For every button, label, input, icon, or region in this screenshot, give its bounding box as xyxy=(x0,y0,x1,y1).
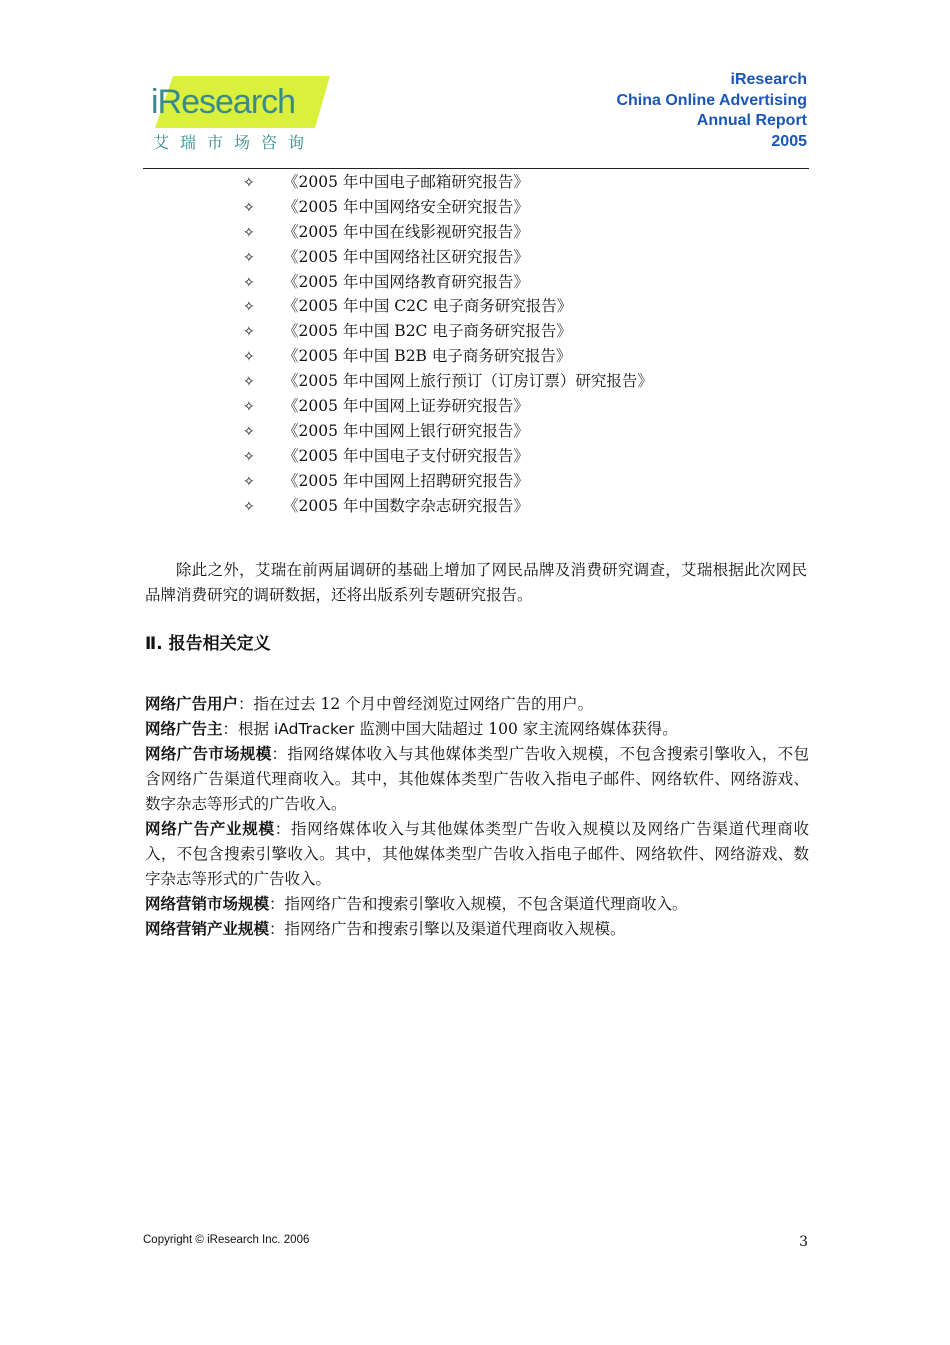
list-item-text: 《2005 年中国 B2C 电子商务研究报告》 xyxy=(283,322,572,341)
diamond-bullet-icon: ✧ xyxy=(243,175,255,191)
report-list xyxy=(243,170,653,518)
copyright-notice: Copyright © iResearch Inc. 2006 xyxy=(143,1234,310,1246)
definition-text: 指网络广告和搜索引擎以及渠道代理商收入规模。 xyxy=(284,920,626,938)
body-paragraph: 除此之外，艾瑞在前两届调研的基础上增加了网民品牌及消费研究调查，艾瑞根据此次网民品牌消费研究的调研数据，还将出版系列专题研究报告。 xyxy=(145,560,807,604)
diamond-bullet-icon: ✧ xyxy=(243,299,255,316)
definition-text: 指网络媒体收入与其他媒体类型广告收入规模以及网络广告渠道代理商收入，不包含搜索引擎收入。其中，其他媒体类型广告收入指电子邮件、网络软件、网络游戏、数字杂志等形式的广告收入。 xyxy=(145,820,809,888)
list-item xyxy=(243,444,653,469)
definition-term: 网络广告产业规模 xyxy=(145,820,275,838)
list-item xyxy=(243,394,653,419)
list-item xyxy=(243,170,653,195)
list-item-text: 《2005 年中国网上旅行预订（订房订票）研究报告》 xyxy=(283,372,653,391)
report-title-line: Annual Report xyxy=(696,112,807,129)
diamond-bullet-icon: ✧ xyxy=(243,423,255,440)
diamond-bullet-icon: ✧ xyxy=(243,349,255,366)
definitions-list xyxy=(145,692,809,942)
list-item-text: 《2005 年中国网上招聘研究报告》 xyxy=(283,471,529,490)
list-item-text: 《2005 年中国电子邮箱研究报告》 xyxy=(283,173,529,191)
diamond-bullet-icon: ✧ xyxy=(243,199,255,216)
list-item xyxy=(243,419,653,444)
diamond-bullet-icon: ✧ xyxy=(243,374,255,391)
diamond-bullet-icon: ✧ xyxy=(243,224,255,241)
diamond-bullet-icon: ✧ xyxy=(243,274,255,291)
list-item-text: 《2005 年中国 C2C 电子商务研究报告》 xyxy=(283,297,573,316)
list-item xyxy=(243,319,653,344)
definition-term: 网络广告市场规模 xyxy=(145,745,272,763)
diamond-bullet-icon: ✧ xyxy=(243,249,255,266)
definition-text: 根据 xyxy=(238,720,274,738)
list-item xyxy=(243,344,653,369)
diamond-bullet-icon: ✧ xyxy=(243,324,255,341)
definition-separator: ： xyxy=(274,820,291,838)
section-heading: Ⅱ. 报告相关定义 xyxy=(145,634,271,654)
definition-text: 指网络广告和搜索引擎收入规模，不包含渠道代理商收入。 xyxy=(284,895,688,913)
list-item-text: 《2005 年中国网上银行研究报告》 xyxy=(283,421,529,440)
definition-item xyxy=(145,692,809,717)
list-item xyxy=(243,369,653,394)
list-item xyxy=(243,494,653,519)
iresearch-logo xyxy=(143,64,333,160)
diamond-bullet-icon: ✧ xyxy=(243,498,255,515)
definition-term: 网络营销产业规模 xyxy=(145,920,270,938)
definition-text: 指网络媒体收入与其他媒体类型广告收入规模，不包含搜索引擎收入，不包含网络广告渠道代理商收入。其中，其他媒体类型广告收入指电子邮件、网络软件、网络游戏、数字杂志等形式的广告收入。 xyxy=(145,745,809,813)
list-item xyxy=(243,294,653,319)
definition-term: 网络广告主 xyxy=(145,720,223,738)
list-item xyxy=(243,270,653,295)
definition-separator: ： xyxy=(271,745,288,763)
list-item-text: 《2005 年中国电子支付研究报告》 xyxy=(283,446,529,465)
list-item-text: 《2005 年中国网上证券研究报告》 xyxy=(283,397,529,416)
report-title-line: 2005 xyxy=(771,132,807,150)
definition-term: 网络广告用户 xyxy=(145,695,239,713)
diamond-bullet-icon: ✧ xyxy=(243,473,255,490)
list-item xyxy=(243,245,653,270)
list-item-text: 《2005 年中国数字杂志研究报告》 xyxy=(283,496,529,515)
page-number: 3 xyxy=(799,1234,808,1250)
logo-chinese-name: 艾瑞市场咨询 xyxy=(153,133,316,152)
definition-text: 监测中国大陆超过 100 家主流网络媒体获得。 xyxy=(354,720,678,738)
definition-item xyxy=(145,817,809,892)
definition-text: 指在过去 12 个月中曾经浏览过网络广告的用户。 xyxy=(253,695,594,713)
definition-separator: ： xyxy=(222,720,239,738)
list-item-text: 《2005 年中国网络安全研究报告》 xyxy=(283,197,529,216)
diamond-bullet-icon: ✧ xyxy=(243,399,255,416)
definition-item xyxy=(145,717,809,742)
definition-item xyxy=(145,742,809,817)
list-item xyxy=(243,469,653,494)
definition-item xyxy=(145,917,809,942)
definition-separator: ： xyxy=(269,895,285,913)
list-item-text: 《2005 年中国网络教育研究报告》 xyxy=(283,272,529,291)
tracker-name: iAdTracker xyxy=(273,720,355,738)
definition-item xyxy=(145,892,809,917)
diamond-bullet-icon: ✧ xyxy=(243,448,255,465)
list-item-text: 《2005 年中国网络社区研究报告》 xyxy=(283,247,529,266)
list-item-text: 《2005 年中国在线影视研究报告》 xyxy=(283,222,529,241)
header-divider xyxy=(143,168,809,169)
list-item xyxy=(243,195,653,220)
report-title-line: iResearch xyxy=(730,71,807,88)
definition-term: 网络营销市场规模 xyxy=(145,895,270,913)
report-title-line: China Online Advertising xyxy=(616,91,807,109)
list-item xyxy=(243,220,653,245)
definition-separator: ： xyxy=(269,920,285,938)
logo-text: iResearch xyxy=(151,83,296,121)
report-title-block xyxy=(616,70,807,152)
definition-separator: ： xyxy=(238,695,254,713)
list-item-text: 《2005 年中国 B2B 电子商务研究报告》 xyxy=(283,347,572,366)
